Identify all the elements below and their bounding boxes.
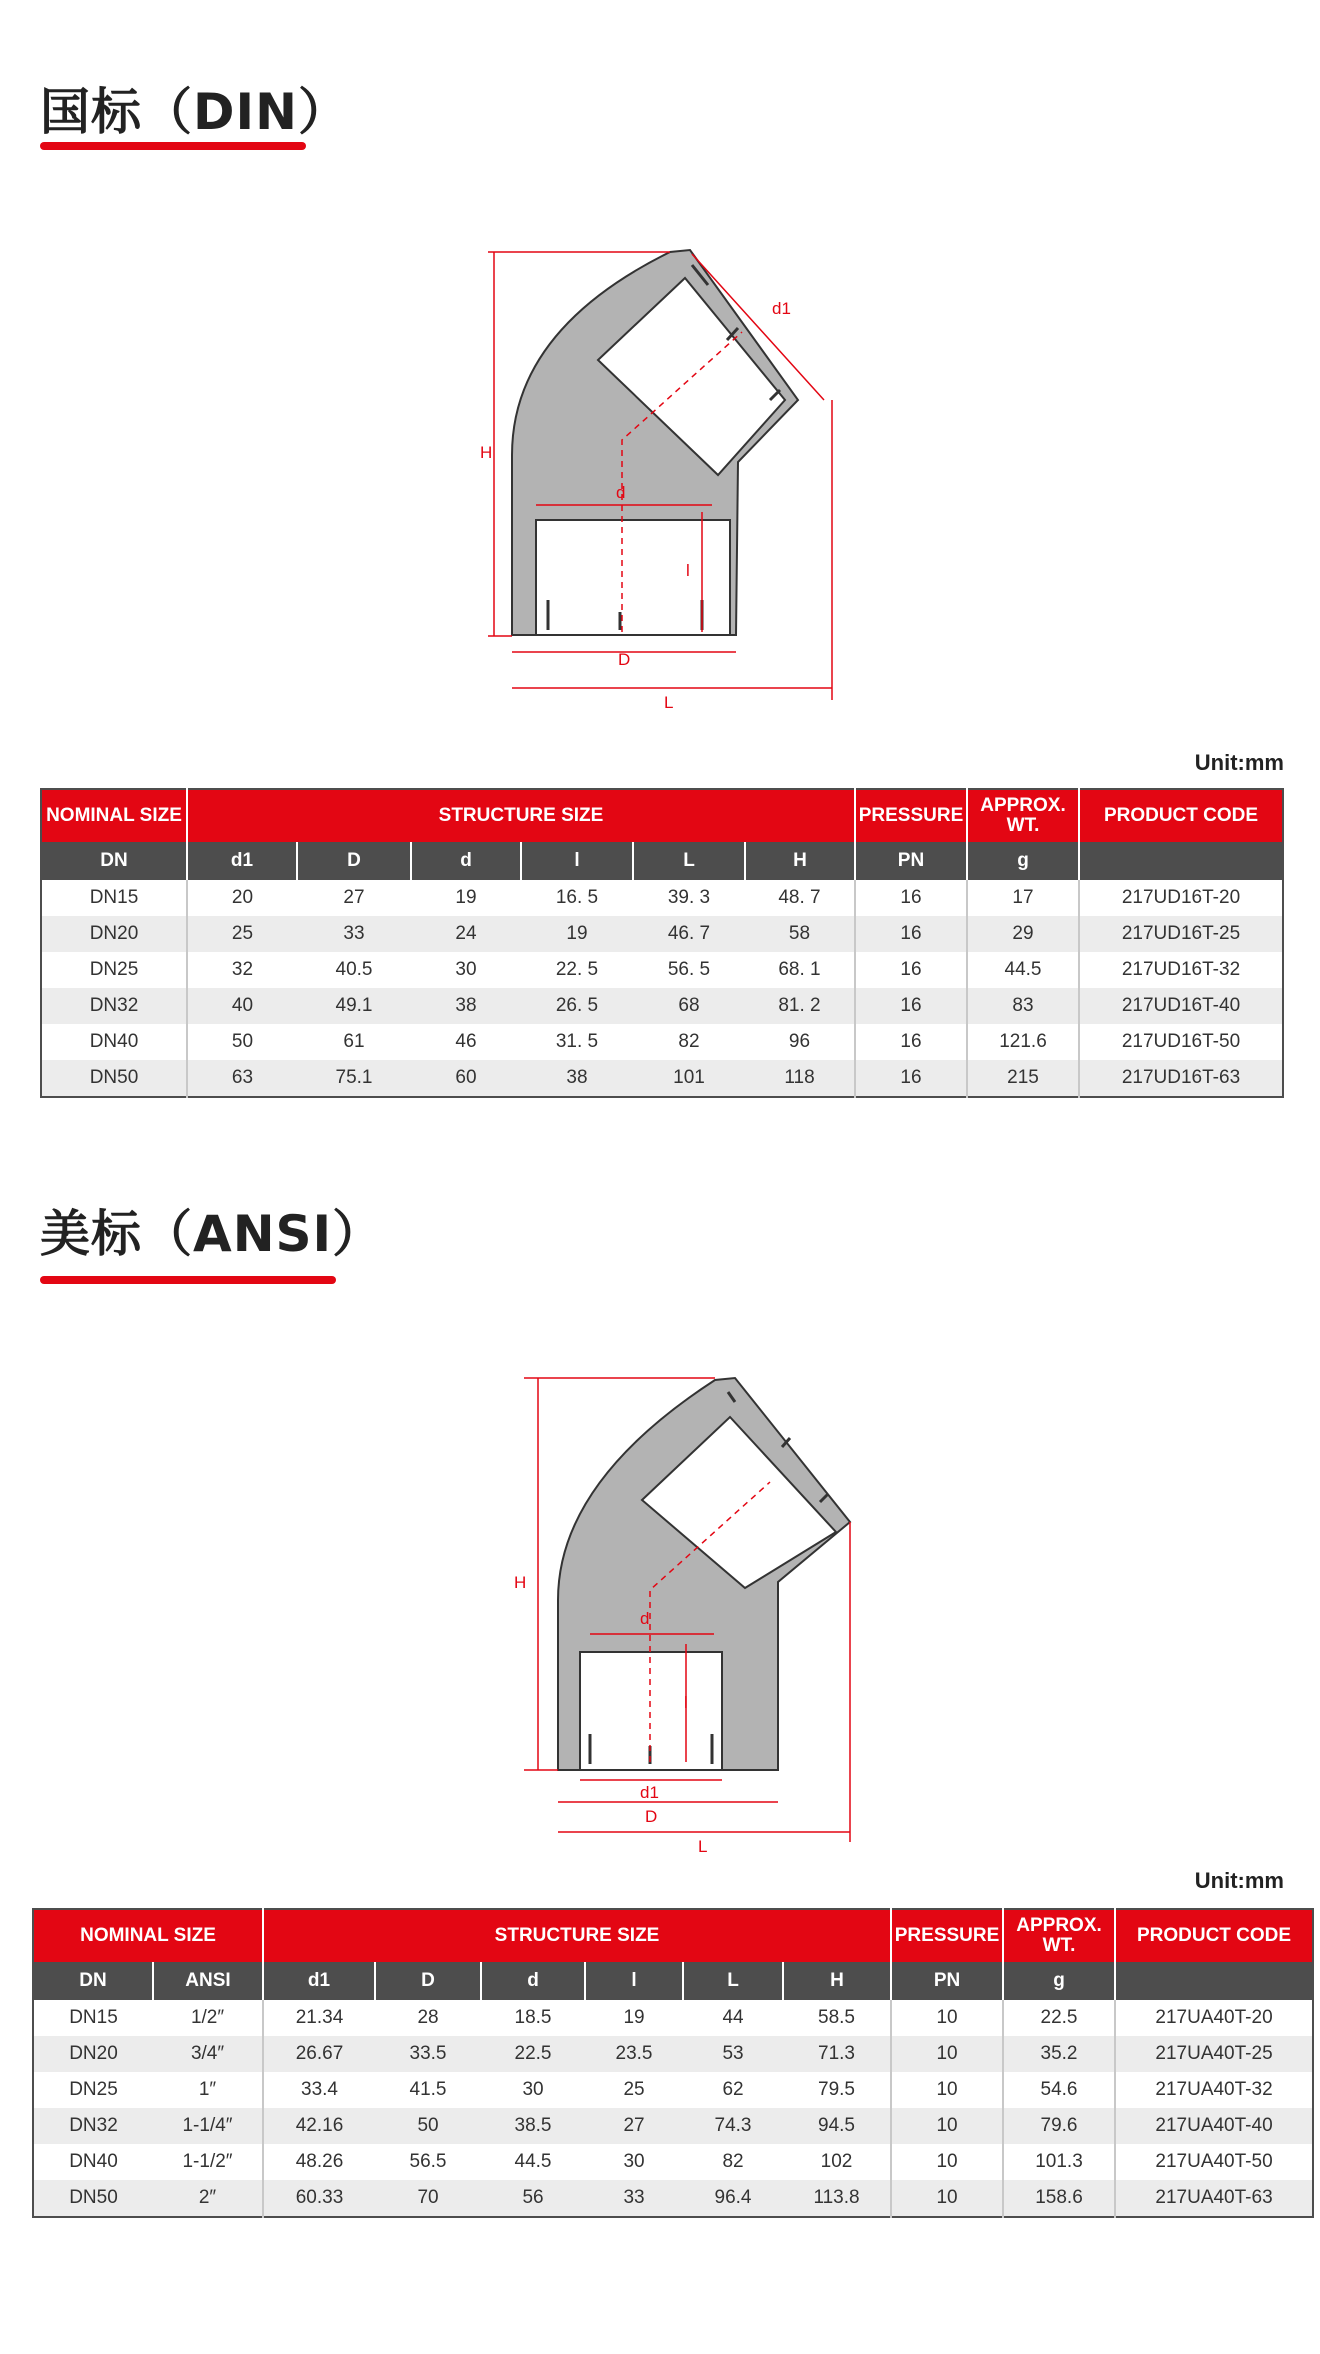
- din-dim-d-label: d: [616, 483, 626, 502]
- din-table-cell: 40: [187, 988, 297, 1024]
- ansi-table-cell: 60.33: [263, 2180, 375, 2217]
- ansi-table-cell: 30: [481, 2072, 585, 2108]
- ansi-subheader-cell: d1: [263, 1962, 375, 2000]
- ansi-table-row: [33, 2180, 1313, 2217]
- din-subheader-cell: [1079, 842, 1283, 880]
- din-table-cell: 40.5: [297, 952, 411, 988]
- din-table-cell: 38: [411, 988, 521, 1024]
- din-table-cell: 217UD16T-25: [1079, 916, 1283, 952]
- ansi-dim-d1-label: d1: [640, 1783, 659, 1802]
- ansi-dim-L-label: L: [698, 1837, 708, 1856]
- din-table-cell: 96: [745, 1024, 855, 1060]
- ansi-table-row: [33, 2000, 1313, 2036]
- din-elbow-drawing: [480, 240, 860, 720]
- ansi-spec-table: [32, 1908, 1314, 2218]
- din-table-cell: 215: [967, 1060, 1079, 1097]
- din-subheader-cell: D: [297, 842, 411, 880]
- ansi-table-cell: DN15: [33, 2000, 153, 2036]
- din-subheader-cell: l: [521, 842, 633, 880]
- din-table-cell: 39. 3: [633, 880, 745, 916]
- din-table-cell: 217UD16T-32: [1079, 952, 1283, 988]
- din-table-cell: 26. 5: [521, 988, 633, 1024]
- din-table-cell: 82: [633, 1024, 745, 1060]
- ansi-table-cell: 28: [375, 2000, 481, 2036]
- ansi-table-cell: 96.4: [683, 2180, 783, 2217]
- ansi-table-cell: 79.6: [1003, 2108, 1115, 2144]
- ansi-header-approx-wt: APPROX. WT.: [1003, 1909, 1115, 1962]
- ansi-table-cell: 53: [683, 2036, 783, 2072]
- ansi-table-cell: DN40: [33, 2144, 153, 2180]
- din-table-row: [41, 1024, 1283, 1060]
- ansi-subheader-cell: l: [585, 1962, 683, 2000]
- din-subheader-cell: H: [745, 842, 855, 880]
- din-table-cell: DN50: [41, 1060, 187, 1097]
- ansi-table-cell: 79.5: [783, 2072, 891, 2108]
- ansi-table-cell: 44: [683, 2000, 783, 2036]
- din-table-cell: 58: [745, 916, 855, 952]
- ansi-subheader-cell: d: [481, 1962, 585, 2000]
- ansi-table-cell: 70: [375, 2180, 481, 2217]
- din-table-cell: 16: [855, 988, 967, 1024]
- ansi-table-cell: 102: [783, 2144, 891, 2180]
- ansi-table-cell: 217UA40T-40: [1115, 2108, 1313, 2144]
- ansi-table-cell: 26.67: [263, 2036, 375, 2072]
- din-header-pressure: PRESSURE: [855, 789, 967, 842]
- ansi-dim-h-label: H: [514, 1573, 527, 1592]
- din-subheader-cell: DN: [41, 842, 187, 880]
- ansi-dim-D-label: D: [645, 1807, 658, 1826]
- ansi-table-cell: 82: [683, 2144, 783, 2180]
- din-subheader-cell: PN: [855, 842, 967, 880]
- ansi-table-cell: 23.5: [585, 2036, 683, 2072]
- din-table-cell: 50: [187, 1024, 297, 1060]
- din-elbow-body: [512, 250, 798, 635]
- ansi-table-cell: 1/2″: [153, 2000, 263, 2036]
- din-table-cell: 61: [297, 1024, 411, 1060]
- ansi-table-cell: 217UA40T-50: [1115, 2144, 1313, 2180]
- din-table-cell: 60: [411, 1060, 521, 1097]
- din-table-row: [41, 988, 1283, 1024]
- ansi-title-underline: [40, 1276, 336, 1284]
- ansi-table-row: [33, 2036, 1313, 2072]
- ansi-table-cell: 18.5: [481, 2000, 585, 2036]
- ansi-table-cell: DN50: [33, 2180, 153, 2217]
- din-table-cell: 48. 7: [745, 880, 855, 916]
- din-header-structure-size: STRUCTURE SIZE: [187, 789, 855, 842]
- din-table-cell: 33: [297, 916, 411, 952]
- ansi-table-cell: 10: [891, 2000, 1003, 2036]
- ansi-table-cell: 19: [585, 2000, 683, 2036]
- din-table-cell: 19: [411, 880, 521, 916]
- ansi-table-cell: 33.5: [375, 2036, 481, 2072]
- din-table-cell: 16: [855, 1024, 967, 1060]
- din-title-underline: [40, 142, 306, 150]
- din-table-cell: 30: [411, 952, 521, 988]
- ansi-table-cell: 58.5: [783, 2000, 891, 2036]
- ansi-table-cell: DN20: [33, 2036, 153, 2072]
- din-table-cell: 22. 5: [521, 952, 633, 988]
- din-table-row: [41, 1060, 1283, 1097]
- ansi-subheader-cell: L: [683, 1962, 783, 2000]
- ansi-table-cell: 30: [585, 2144, 683, 2180]
- ansi-table-cell: 2″: [153, 2180, 263, 2217]
- ansi-table-row: [33, 2072, 1313, 2108]
- din-table-cell: 25: [187, 916, 297, 952]
- ansi-table-cell: 217UA40T-25: [1115, 2036, 1313, 2072]
- ansi-table-cell: DN32: [33, 2108, 153, 2144]
- ansi-table-cell: 38.5: [481, 2108, 585, 2144]
- din-table-row: [41, 880, 1283, 916]
- ansi-table-cell: 22.5: [1003, 2000, 1115, 2036]
- din-table-cell: 83: [967, 988, 1079, 1024]
- ansi-subheader-cell: g: [1003, 1962, 1115, 2000]
- ansi-elbow-body: [558, 1378, 850, 1770]
- ansi-table-cell: 54.6: [1003, 2072, 1115, 2108]
- ansi-subheader-cell: D: [375, 1962, 481, 2000]
- din-table-cell: DN40: [41, 1024, 187, 1060]
- ansi-table-cell: 50: [375, 2108, 481, 2144]
- din-section-title: 国标（DIN）: [40, 83, 349, 141]
- din-table-cell: 29: [967, 916, 1079, 952]
- din-table-cell: 24: [411, 916, 521, 952]
- ansi-table-cell: 94.5: [783, 2108, 891, 2144]
- ansi-table-cell: 10: [891, 2072, 1003, 2108]
- din-table-cell: DN25: [41, 952, 187, 988]
- din-subheader-cell: L: [633, 842, 745, 880]
- din-spec-table: [40, 788, 1284, 1098]
- ansi-table-cell: 41.5: [375, 2072, 481, 2108]
- ansi-header-product-code: PRODUCT CODE: [1115, 1909, 1313, 1962]
- din-table-cell: 217UD16T-50: [1079, 1024, 1283, 1060]
- din-table-cell: 121.6: [967, 1024, 1079, 1060]
- din-table-cell: 17: [967, 880, 1079, 916]
- din-dim-D-label: D: [618, 650, 631, 669]
- ansi-table-cell: 10: [891, 2036, 1003, 2072]
- din-table-cell: 31. 5: [521, 1024, 633, 1060]
- ansi-table-cell: 56: [481, 2180, 585, 2217]
- din-table-cell: 46: [411, 1024, 521, 1060]
- ansi-table-cell: 217UA40T-20: [1115, 2000, 1313, 2036]
- din-table-cell: 16: [855, 880, 967, 916]
- ansi-table-cell: 1-1/4″: [153, 2108, 263, 2144]
- ansi-table-cell: 10: [891, 2180, 1003, 2217]
- ansi-subheader-cell: [1115, 1962, 1313, 2000]
- ansi-table-cell: 62: [683, 2072, 783, 2108]
- ansi-table-cell: 101.3: [1003, 2144, 1115, 2180]
- din-table-cell: 16: [855, 916, 967, 952]
- din-table-cell: 49.1: [297, 988, 411, 1024]
- din-table-cell: DN15: [41, 880, 187, 916]
- din-table-row: [41, 952, 1283, 988]
- ansi-header-pressure: PRESSURE: [891, 1909, 1003, 1962]
- din-table-cell: DN32: [41, 988, 187, 1024]
- din-table-cell: DN20: [41, 916, 187, 952]
- ansi-table-cell: 10: [891, 2108, 1003, 2144]
- ansi-table-cell: 35.2: [1003, 2036, 1115, 2072]
- ansi-table-cell: 1-1/2″: [153, 2144, 263, 2180]
- din-table-cell: 217UD16T-63: [1079, 1060, 1283, 1097]
- ansi-header-nominal-size: NOMINAL SIZE: [33, 1909, 263, 1962]
- ansi-subheader-cell: DN: [33, 1962, 153, 2000]
- ansi-subheader-cell: PN: [891, 1962, 1003, 2000]
- din-table-cell: 44.5: [967, 952, 1079, 988]
- ansi-table-cell: 56.5: [375, 2144, 481, 2180]
- ansi-table-cell: 25: [585, 2072, 683, 2108]
- ansi-table-cell: 44.5: [481, 2144, 585, 2180]
- din-table-cell: 81. 2: [745, 988, 855, 1024]
- din-table-cell: 68. 1: [745, 952, 855, 988]
- ansi-table-cell: 10: [891, 2144, 1003, 2180]
- ansi-section-title: 美标（ANSI）: [40, 1205, 384, 1263]
- ansi-table-cell: 217UA40T-32: [1115, 2072, 1313, 2108]
- din-table-cell: 38: [521, 1060, 633, 1097]
- ansi-elbow-drawing: [500, 1362, 880, 1862]
- din-dim-L-label: L: [664, 693, 674, 712]
- ansi-table-cell: 42.16: [263, 2108, 375, 2144]
- din-table-cell: 32: [187, 952, 297, 988]
- ansi-subheader-cell: ANSI: [153, 1962, 263, 2000]
- ansi-unit-label: Unit:mm: [1194, 1868, 1284, 1893]
- ansi-table-cell: 22.5: [481, 2036, 585, 2072]
- din-table-cell: 19: [521, 916, 633, 952]
- din-table-row: [41, 916, 1283, 952]
- din-table-cell: 75.1: [297, 1060, 411, 1097]
- din-table-cell: 217UD16T-20: [1079, 880, 1283, 916]
- ansi-table-cell: 158.6: [1003, 2180, 1115, 2217]
- ansi-table-cell: DN25: [33, 2072, 153, 2108]
- din-header-product-code: PRODUCT CODE: [1079, 789, 1283, 842]
- ansi-table-cell: 3/4″: [153, 2036, 263, 2072]
- din-table-cell: 101: [633, 1060, 745, 1097]
- din-table-cell: 68: [633, 988, 745, 1024]
- din-subheader-cell: d: [411, 842, 521, 880]
- din-table-cell: 20: [187, 880, 297, 916]
- ansi-table-cell: 217UA40T-63: [1115, 2180, 1313, 2217]
- din-table-cell: 56. 5: [633, 952, 745, 988]
- din-table-cell: 217UD16T-40: [1079, 988, 1283, 1024]
- ansi-header-structure-size: STRUCTURE SIZE: [263, 1909, 891, 1962]
- din-header-approx-wt: APPROX. WT.: [967, 789, 1079, 842]
- din-dim-d1-label: d1: [772, 299, 791, 318]
- ansi-table-cell: 71.3: [783, 2036, 891, 2072]
- ansi-table-cell: 27: [585, 2108, 683, 2144]
- ansi-table-row: [33, 2108, 1313, 2144]
- din-dim-h-label: H: [480, 443, 493, 462]
- ansi-table-cell: 33: [585, 2180, 683, 2217]
- din-table-cell: 16. 5: [521, 880, 633, 916]
- din-subheader-cell: g: [967, 842, 1079, 880]
- din-header-nominal-size: NOMINAL SIZE: [41, 789, 187, 842]
- ansi-dim-d-label: d: [640, 1609, 650, 1628]
- ansi-table-cell: 33.4: [263, 2072, 375, 2108]
- ansi-table-cell: 113.8: [783, 2180, 891, 2217]
- din-dim-l-label: l: [686, 561, 690, 580]
- ansi-table-cell: 48.26: [263, 2144, 375, 2180]
- ansi-dim-l-label: l: [684, 1693, 688, 1712]
- din-table-cell: 63: [187, 1060, 297, 1097]
- din-table-cell: 27: [297, 880, 411, 916]
- ansi-table-cell: 74.3: [683, 2108, 783, 2144]
- ansi-subheader-cell: H: [783, 1962, 891, 2000]
- ansi-table-cell: 1″: [153, 2072, 263, 2108]
- din-subheader-cell: d1: [187, 842, 297, 880]
- din-table-cell: 16: [855, 1060, 967, 1097]
- din-table-cell: 46. 7: [633, 916, 745, 952]
- din-table-cell: 118: [745, 1060, 855, 1097]
- din-table-cell: 16: [855, 952, 967, 988]
- ansi-table-row: [33, 2144, 1313, 2180]
- ansi-table-cell: 21.34: [263, 2000, 375, 2036]
- din-unit-label: Unit:mm: [1194, 750, 1284, 775]
